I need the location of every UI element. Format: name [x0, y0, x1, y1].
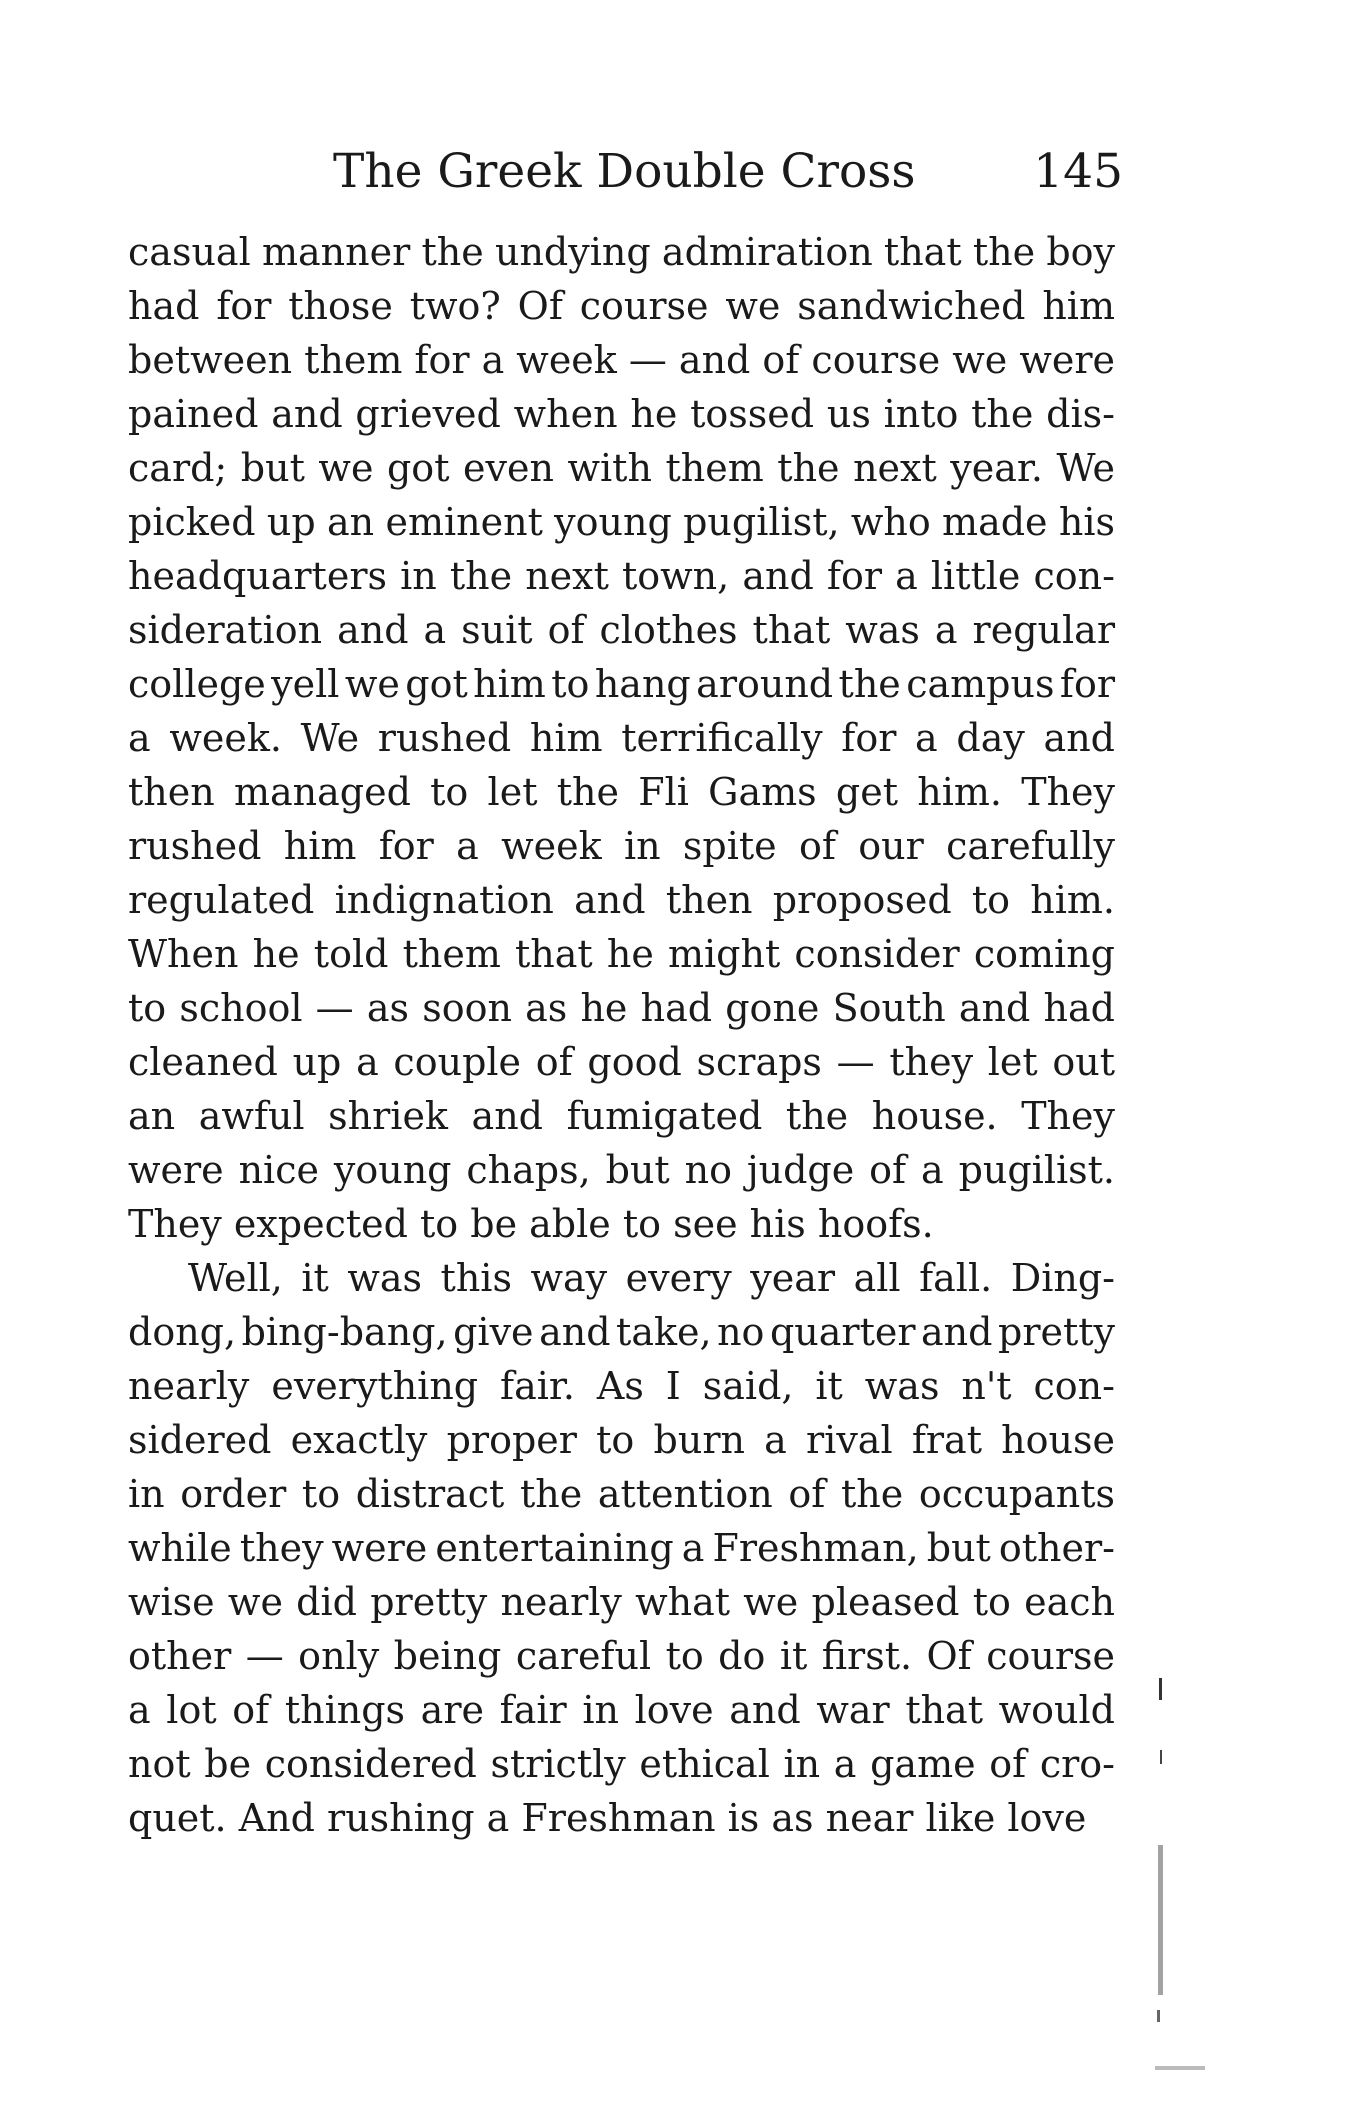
page-number: 145	[1033, 144, 1123, 199]
text-line: while they were entertaining a Freshman, but other-	[128, 1526, 1115, 1570]
text-line: When he told them that he might consider coming	[128, 932, 1115, 976]
text-line: Well, it was this way every year all fall. Ding-	[188, 1256, 1115, 1300]
text-line: wise we did pretty nearly what we pleased to each	[128, 1580, 1115, 1624]
running-title: The Greek Double Cross	[333, 144, 916, 199]
text-line: had for those two? Of course we sandwiched him	[128, 284, 1115, 328]
text-line: to school — as soon as he had gone South and had	[128, 986, 1115, 1030]
text-line: rushed him for a week in spite of our carefully	[128, 824, 1115, 868]
margin-specks	[1155, 1670, 1275, 2080]
text-line: cleaned up a couple of good scraps — they let out	[128, 1040, 1115, 1084]
text-line: headquarters in the next town, and for a little con-	[128, 554, 1115, 598]
text-line: casual manner the undying admiration that the boy	[128, 230, 1115, 274]
text-line: nearly everything fair. As I said, it was n't con-	[128, 1364, 1115, 1408]
body-text	[128, 225, 1115, 1845]
text-line: card; but we got even with them the next year. We	[128, 446, 1115, 490]
text-line: a week. We rushed him terrifically for a day and	[128, 716, 1115, 760]
text-line: dong, bing-bang, give and take, no quarter and pretty	[128, 1310, 1115, 1354]
text-line: an awful shriek and fumigated the house. They	[128, 1094, 1115, 1138]
text-line: then managed to let the Fli Gams get him. They	[128, 770, 1115, 814]
text-line: picked up an eminent young pugilist, who made his	[128, 500, 1115, 544]
text-line: They expected to be able to see his hoofs.	[128, 1202, 934, 1246]
running-head	[333, 142, 1123, 202]
text-line: a lot of things are fair in love and war that would	[128, 1688, 1115, 1732]
text-line: were nice young chaps, but no judge of a pugilist.	[128, 1148, 1115, 1192]
text-line: not be considered strictly ethical in a game of cro-	[128, 1742, 1115, 1786]
text-line: other — only being careful to do it first. Of course	[128, 1634, 1115, 1678]
text-line: sidered exactly proper to burn a rival frat house	[128, 1418, 1115, 1462]
text-line: in order to distract the attention of the occupants	[128, 1472, 1115, 1516]
text-line: regulated indignation and then proposed to him.	[128, 878, 1115, 922]
text-line: quet. And rushing a Freshman is as near like love	[128, 1796, 1087, 1840]
text-line: sideration and a suit of clothes that was a regular	[128, 608, 1115, 652]
text-line: college yell we got him to hang around the campus for	[128, 662, 1115, 706]
text-line: pained and grieved when he tossed us into the dis-	[128, 392, 1115, 436]
text-line: between them for a week — and of course we were	[128, 338, 1115, 382]
